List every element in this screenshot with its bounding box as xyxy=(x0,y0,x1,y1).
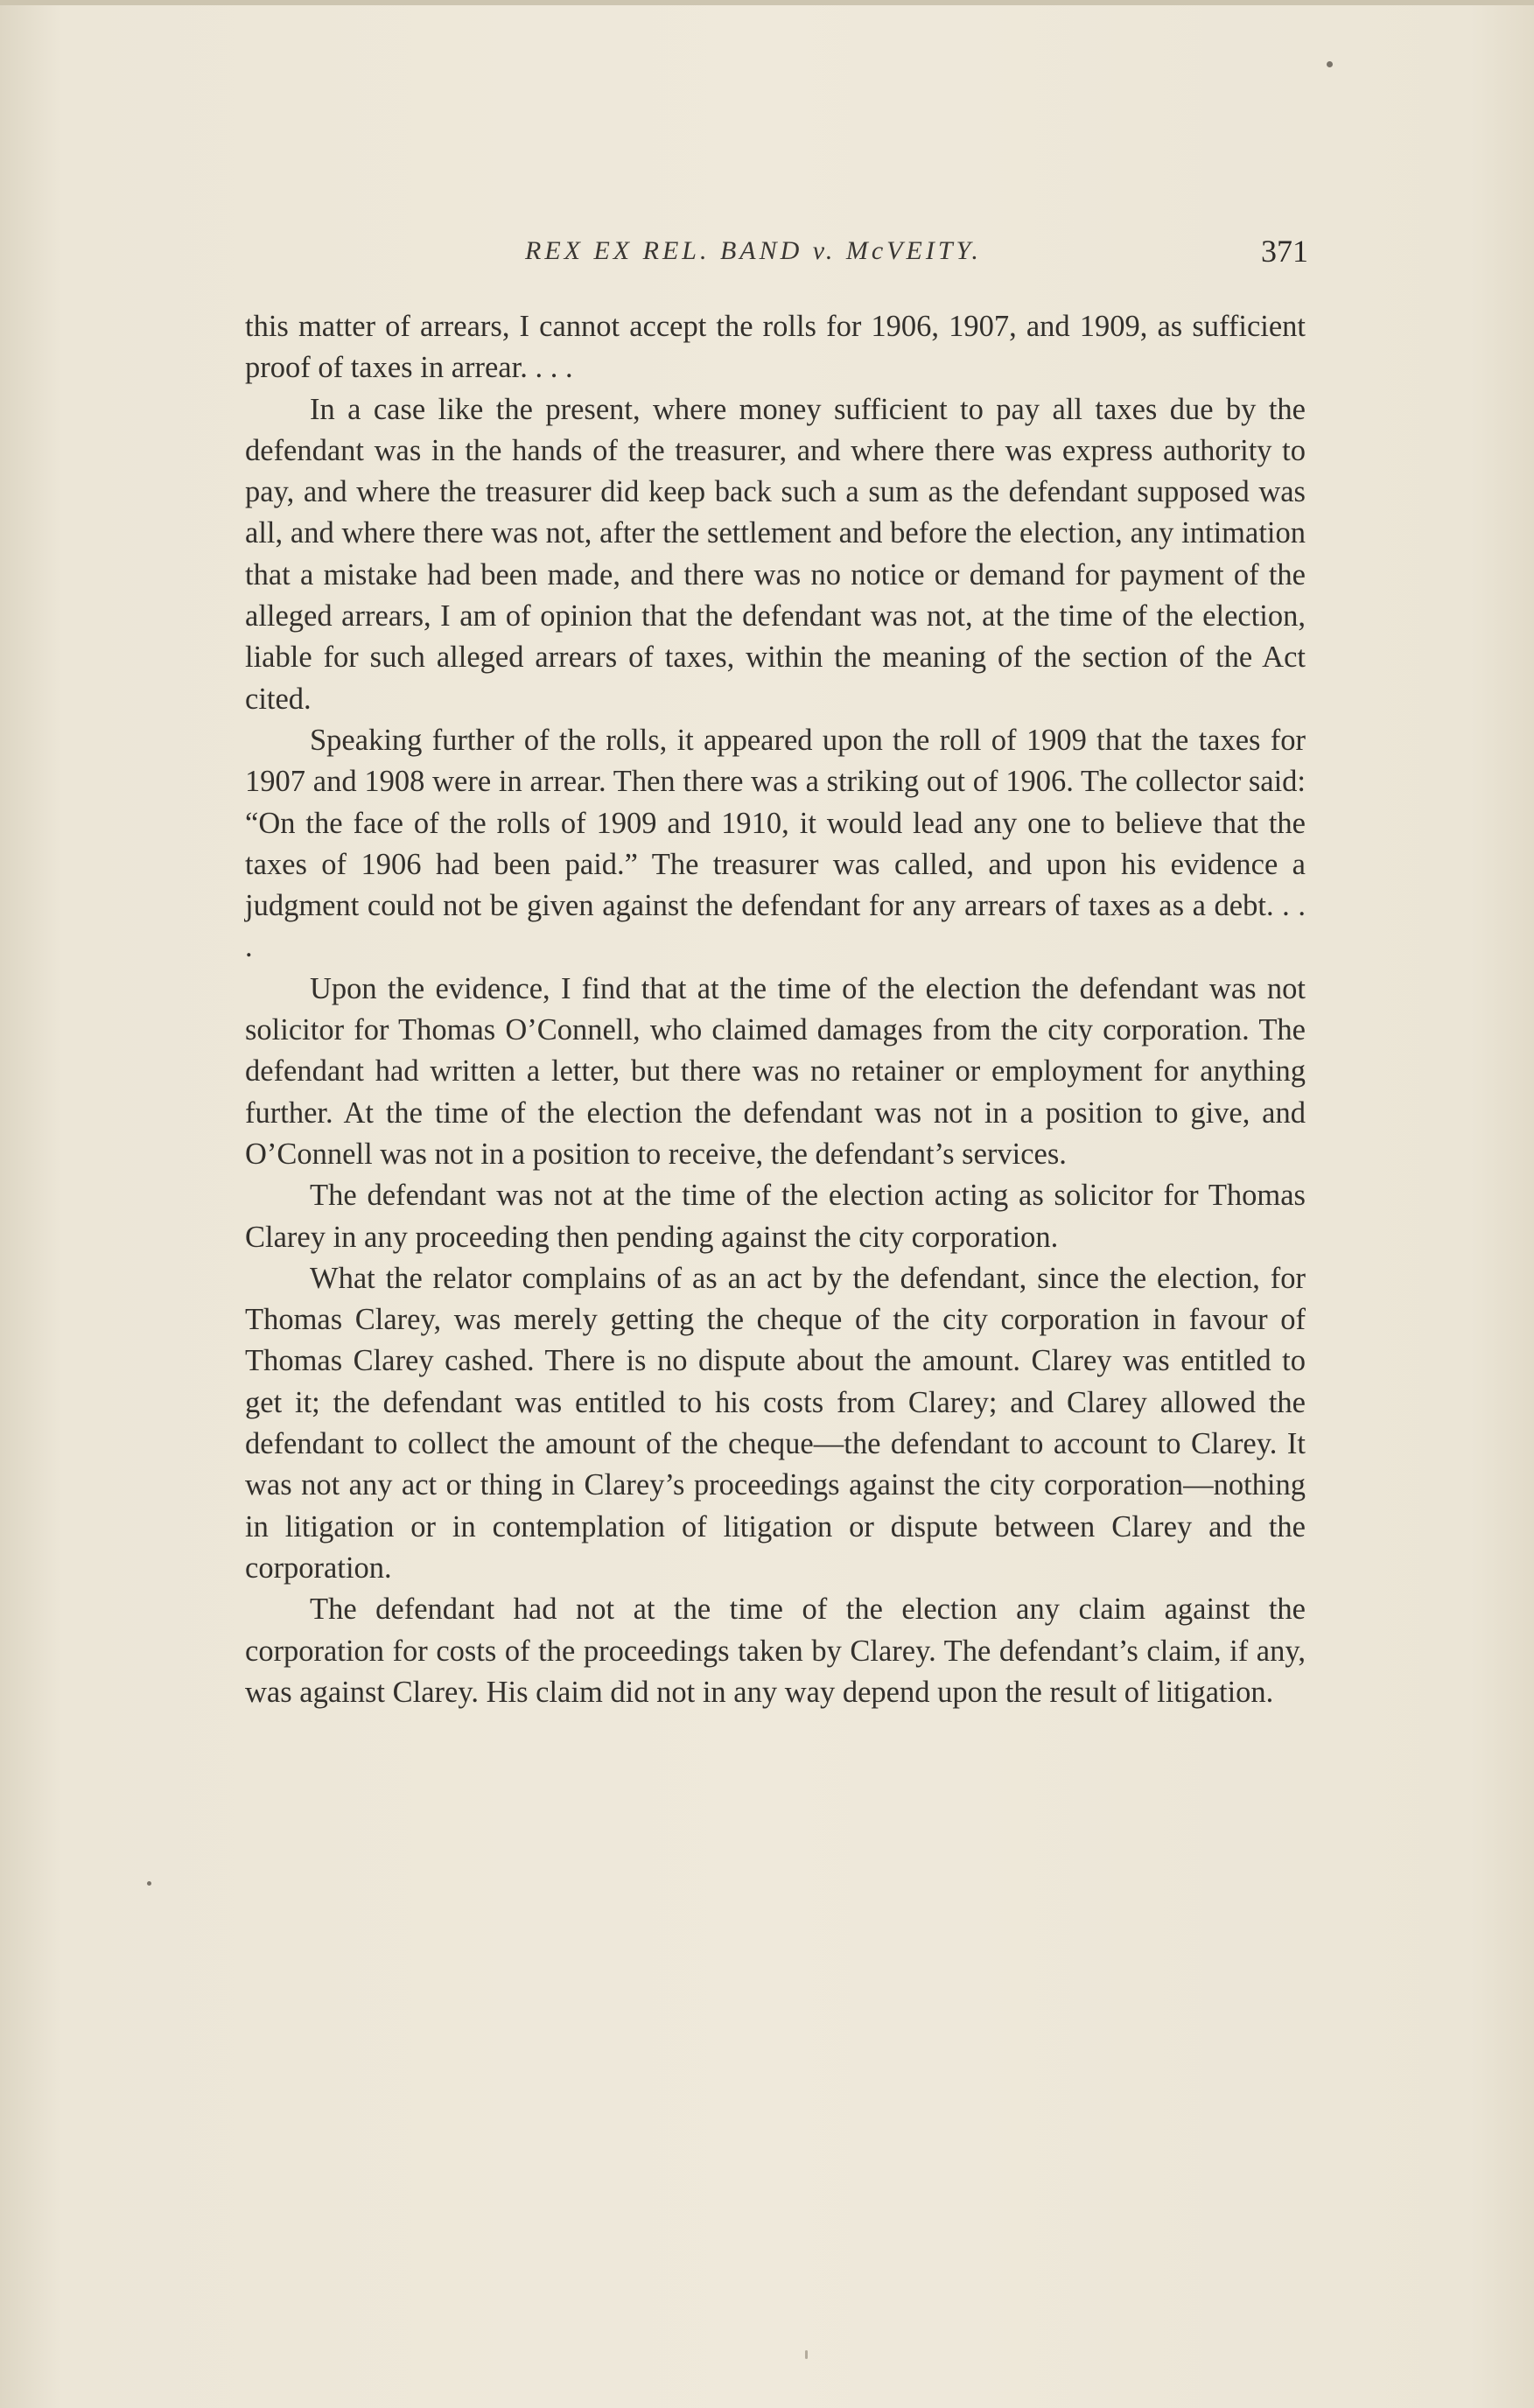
paragraph-2: In a case like the present, where money sufficient to pay all taxes due by the defendant was in the hands of the treasurer, and where there was express authority to pay, and where the treasurer did keep back such a sum as the defendant supposed was all, and where there was not, after the settlement and before the election, any intimation that a mistake had been made, and there was no notice or demand for payment of the alleged arrears, I am of opinion that the defendant was not, at the time of the election, liable for such alleged arrears of taxes, within the meaning of the section of the Act cited. xyxy=(245,392,1306,716)
paper-speck xyxy=(805,2350,808,2359)
paragraph-5: The defendant was not at the time of the election acting as solicitor for Thomas Clarey in any proceeding then pending against the city corporation. xyxy=(245,1179,1306,1254)
paragraph-1: this matter of arrears, I cannot accept the rolls for 1906, 1907, and 1909, as sufficient proof of taxes in arrear. . . . xyxy=(245,310,1306,385)
page-number: 371 xyxy=(1261,234,1308,269)
paragraph-7: The defendant had not at the time of the election any claim against the corporation for costs of the proceedings taken by Clarey. The defendant’s claim, if any, was against Clarey. His claim did not in any way depend upon the result of litigation. xyxy=(245,1592,1306,1709)
page-top-edge xyxy=(0,0,1534,5)
running-title: REX EX REL. BAND v. McVEITY. xyxy=(525,236,982,265)
paragraph-6: What the relator complains of as an act by the defendant, since the election, for Thomas Clarey, was merely getting the cheque of the city corporation in favour of Thomas Clarey cashed. There is no dispute about the amount. Clarey was entitled to get it; the defendant was entitled to his costs from Clarey; and Clarey allowed the defendant to collect the amount of the cheque—the defendant to account to Clarey. It was not any act or thing in Clarey’s proceedings against the city corporation—nothing in litigation or in contemplation of litigation or dispute between Clarey and the corporation. xyxy=(245,1261,1306,1585)
paper-speck xyxy=(147,1881,151,1886)
body-text xyxy=(245,306,1306,1713)
paragraph-3: Speaking further of the rolls, it appeared upon the roll of 1909 that the taxes for 1907 and 1908 were in arrear. Then there was a striking out of 1906. The collector said: “On the face of the rolls of 1909 and 1910, it would lead any one to believe that the taxes of 1906 had been paid.” The treasurer was called, and upon his evidence a judgment could not be given against the defendant for any arrears of taxes as a debt. . . . xyxy=(245,723,1306,964)
paper-speck xyxy=(1327,61,1333,67)
running-head xyxy=(245,226,1308,278)
paragraph-4: Upon the evidence, I find that at the time of the election the defendant was not solicitor for Thomas O’Connell, who claimed damages from the city corporation. The defendant had written a letter, but there was no retainer or employment for anything further. At the time of the election the defendant was not in a position to give, and O’Connell was not in a position to receive, the defendant’s services. xyxy=(245,971,1306,1171)
